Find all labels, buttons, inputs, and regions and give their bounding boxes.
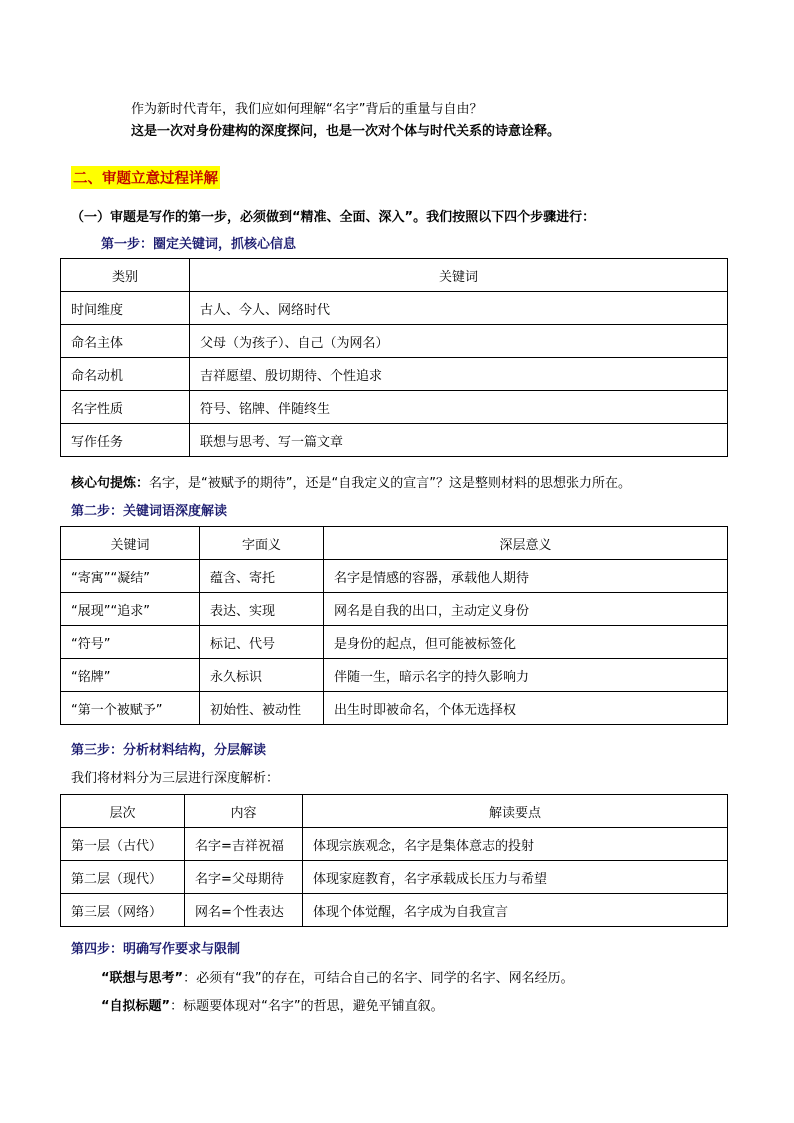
- step3-title: 第三步：分析材料结构，分层解读: [71, 743, 267, 758]
- table-cell: 是身份的起点，但可能被标签化: [324, 626, 728, 659]
- table-cell: 第三层（网络）: [61, 894, 185, 927]
- table-header-row: [61, 259, 728, 292]
- step4-item: [101, 967, 574, 986]
- table-row: [61, 894, 728, 927]
- table-row: [61, 692, 728, 725]
- table-row: [61, 391, 728, 424]
- table-header-cell: 深层意义: [324, 527, 728, 560]
- table-header-cell: 解读要点: [303, 795, 728, 828]
- table-cell: 表达、实现: [200, 593, 324, 626]
- table-row: [61, 292, 728, 325]
- core-sentence-text: 名字，是“被赋予的期待”，还是“自我定义的宣言”？这是整则材料的思想张力所在。: [149, 476, 631, 491]
- table-header-cell: 字面义: [200, 527, 324, 560]
- table-cell: 体现个体觉醒，名字成为自我宣言: [303, 894, 728, 927]
- table-cell: 网名是自我的出口，主动定义身份: [324, 593, 728, 626]
- table-row: [61, 325, 728, 358]
- table-row: [61, 828, 728, 861]
- section-lead: （一）审题是写作的第一步，必须做到“精准、全面、深入”。我们按照以下四个步骤进行：: [71, 210, 596, 225]
- table-row: [61, 593, 728, 626]
- step4-item-label: “联想与思考”: [101, 971, 184, 986]
- keywords-table: [60, 258, 728, 457]
- table-cell: “铭牌”: [61, 659, 200, 692]
- table-cell: 初始性、被动性: [200, 692, 324, 725]
- table-cell: “第一个被赋予”: [61, 692, 200, 725]
- table-cell: 第二层（现代）: [61, 861, 185, 894]
- step4-item: [101, 995, 444, 1014]
- table-cell: 写作任务: [61, 424, 190, 457]
- table-row: [61, 626, 728, 659]
- table-cell: 体现家庭教育，名字承载成长压力与希望: [303, 861, 728, 894]
- table-cell: 符号、铭牌、伴随终生: [190, 391, 728, 424]
- table-cell: 标记、代号: [200, 626, 324, 659]
- table-cell: 体现宗族观念，名字是集体意志的投射: [303, 828, 728, 861]
- table-cell: 出生时即被命名，个体无选择权: [324, 692, 728, 725]
- keyword-interpretation-table: [60, 526, 728, 725]
- table-cell: 联想与思考、写一篇文章: [190, 424, 728, 457]
- step1-title: 第一步：圈定关键词，抓核心信息: [101, 237, 297, 252]
- step2-title: 第二步：关键词语深度解读: [71, 504, 228, 519]
- table-cell: “寄寓”“凝结”: [61, 560, 200, 593]
- table-cell: 第一层（古代）: [61, 828, 185, 861]
- section-title: 二、审题立意过程详解: [71, 166, 220, 189]
- core-sentence: [71, 472, 631, 491]
- table-cell: 名字=父母期待: [185, 861, 303, 894]
- core-sentence-label: 核心句提炼：: [71, 476, 150, 491]
- table-cell: 名字=吉祥祝福: [185, 828, 303, 861]
- table-header-row: [61, 795, 728, 828]
- table-cell: 命名主体: [61, 325, 190, 358]
- table-cell: 蕴含、寄托: [200, 560, 324, 593]
- table-cell: 网名=个性表达: [185, 894, 303, 927]
- table-row: [61, 424, 728, 457]
- table-row: [61, 358, 728, 391]
- table-header-cell: 类别: [61, 259, 190, 292]
- table-row: [61, 659, 728, 692]
- step4-item-text: ：标题要体现对“名字”的哲思，避免平铺直叙。: [170, 999, 444, 1014]
- table-cell: “符号”: [61, 626, 200, 659]
- table-header-cell: 关键词: [61, 527, 200, 560]
- step4-title: 第四步：明确写作要求与限制: [71, 942, 241, 957]
- step4-item-text: ：必须有“我”的存在，可结合自己的名字、同学的名字、网名经历。: [183, 971, 574, 986]
- step3-intro: 我们将材料分为三层进行深度解析：: [71, 771, 280, 786]
- table-row: [61, 861, 728, 894]
- table-cell: 伴随一生，暗示名字的持久影响力: [324, 659, 728, 692]
- table-cell: 名字是情感的容器，承载他人期待: [324, 560, 728, 593]
- table-header-row: [61, 527, 728, 560]
- table-cell: “展现”“追求”: [61, 593, 200, 626]
- table-cell: 古人、今人、网络时代: [190, 292, 728, 325]
- table-cell: 命名动机: [61, 358, 190, 391]
- table-header-cell: 关键词: [190, 259, 728, 292]
- intro-line-1: 作为新时代青年，我们应如何理解“名字”背后的重量与自由？: [131, 102, 483, 117]
- table-cell: 永久标识: [200, 659, 324, 692]
- table-header-cell: 层次: [61, 795, 185, 828]
- table-row: [61, 560, 728, 593]
- step4-item-label: “自拟标题”: [101, 999, 171, 1014]
- intro-line-2: 这是一次对身份建构的深度探问，也是一次对个体与时代关系的诗意诠释。: [131, 124, 561, 139]
- table-cell: 吉祥愿望、殷切期待、个性追求: [190, 358, 728, 391]
- table-cell: 名字性质: [61, 391, 190, 424]
- table-cell: 父母（为孩子）、自己（为网名）: [190, 325, 728, 358]
- table-header-cell: 内容: [185, 795, 303, 828]
- table-cell: 时间维度: [61, 292, 190, 325]
- material-structure-table: [60, 794, 728, 927]
